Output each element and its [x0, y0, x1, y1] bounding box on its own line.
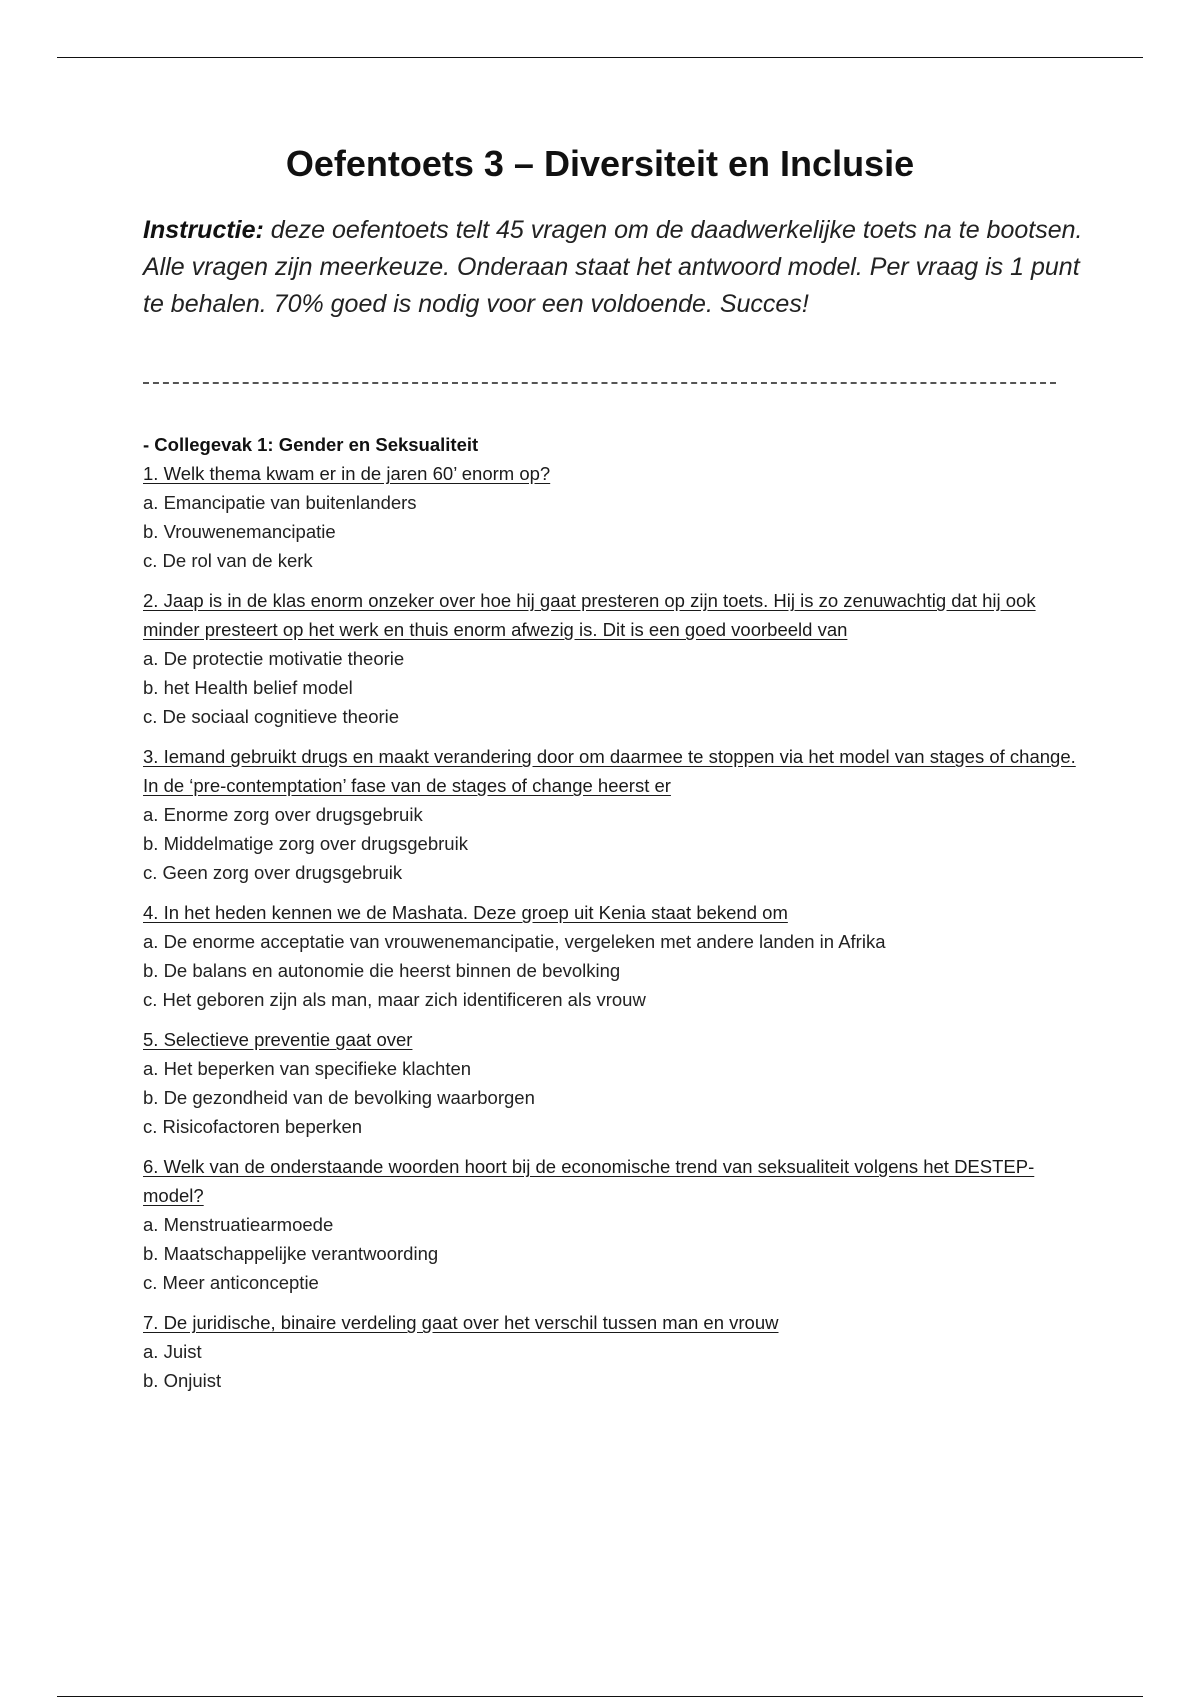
question-text: 2. Jaap is in de klas enorm onzeker over hoe hij gaat presteren op zijn toets. Hij is zo zenuwachtig dat hij ook minder presteert op het werk en thuis enorm afwezig is. Dit is een goed voorbeeld van	[143, 590, 1036, 640]
answer-option: a. Menstruatiearmoede	[143, 1214, 334, 1235]
question-5	[143, 1025, 1083, 1141]
question-text: 7. De juridische, binaire verdeling gaat over het verschil tussen man en vrouw	[143, 1312, 779, 1333]
question-1	[143, 459, 1083, 575]
answer-option: c. Meer anticonceptie	[143, 1272, 319, 1293]
answer-option: a. De protectie motivatie theorie	[143, 648, 405, 669]
instruction-label: Instructie:	[143, 216, 264, 244]
question-3	[143, 742, 1083, 887]
question-text: 1. Welk thema kwam er in de jaren 60’ enorm op?	[143, 463, 551, 484]
question-7	[143, 1308, 1083, 1395]
question-6	[143, 1152, 1083, 1297]
answer-option: c. De sociaal cognitieve theorie	[143, 706, 400, 727]
question-text: 3. Iemand gebruikt drugs en maakt verandering door om daarmee te stoppen via het model van stages of change. In de ‘pre-contemptation’ fase van de stages of change heerst er	[143, 746, 1076, 796]
section-title: - Collegevak 1: Gender en Seksualiteit	[143, 434, 479, 455]
answer-option: a. Emancipatie van buitenlanders	[143, 492, 417, 513]
question-2	[143, 586, 1083, 731]
instruction-paragraph	[143, 212, 1083, 323]
answer-option: c. Het geboren zijn als man, maar zich identificeren als vrouw	[143, 989, 646, 1010]
dashed-separator	[143, 382, 1056, 384]
answer-option: a. Juist	[143, 1341, 202, 1362]
answer-option: c. De rol van de kerk	[143, 550, 313, 571]
question-list	[143, 430, 1083, 1395]
question-text: 5. Selectieve preventie gaat over	[143, 1029, 413, 1050]
answer-option: b. Vrouwenemancipatie	[143, 521, 336, 542]
answer-option: a. Enorme zorg over drugsgebruik	[143, 804, 423, 825]
answer-option: b. De balans en autonomie die heerst binnen de bevolking	[143, 960, 621, 981]
answer-option: a. De enorme acceptatie van vrouwenemancipatie, vergeleken met andere landen in Afrika	[143, 931, 886, 952]
question-text: 6. Welk van de onderstaande woorden hoort bij de economische trend van seksualiteit volgens het DESTEP-model?	[143, 1156, 1035, 1206]
answer-option: b. Onjuist	[143, 1370, 222, 1391]
bottom-rule	[57, 1696, 1143, 1697]
instruction-text: deze oefentoets telt 45 vragen om de daadwerkelijke toets na te bootsen. Alle vragen zijn meerkeuze. Onderaan staat het antwoord model. Per vraag is 1 punt te behalen. 70% goed is nodig voor een voldoende. Succes!	[143, 216, 1083, 318]
answer-option: b. het Health belief model	[143, 677, 353, 698]
answer-option: b. Middelmatige zorg over drugsgebruik	[143, 833, 468, 854]
answer-option: b. Maatschappelijke verantwoording	[143, 1243, 439, 1264]
question-text: 4. In het heden kennen we de Mashata. Deze groep uit Kenia staat bekend om	[143, 902, 788, 923]
page-title: Oefentoets 3 – Diversiteit en Inclusie	[285, 143, 915, 184]
answer-option: a. Het beperken van specifieke klachten	[143, 1058, 472, 1079]
answer-option: c. Geen zorg over drugsgebruik	[143, 862, 403, 883]
answer-option: b. De gezondheid van de bevolking waarborgen	[143, 1087, 535, 1108]
top-rule	[57, 57, 1143, 58]
answer-option: c. Risicofactoren beperken	[143, 1116, 363, 1137]
question-4	[143, 898, 1083, 1014]
